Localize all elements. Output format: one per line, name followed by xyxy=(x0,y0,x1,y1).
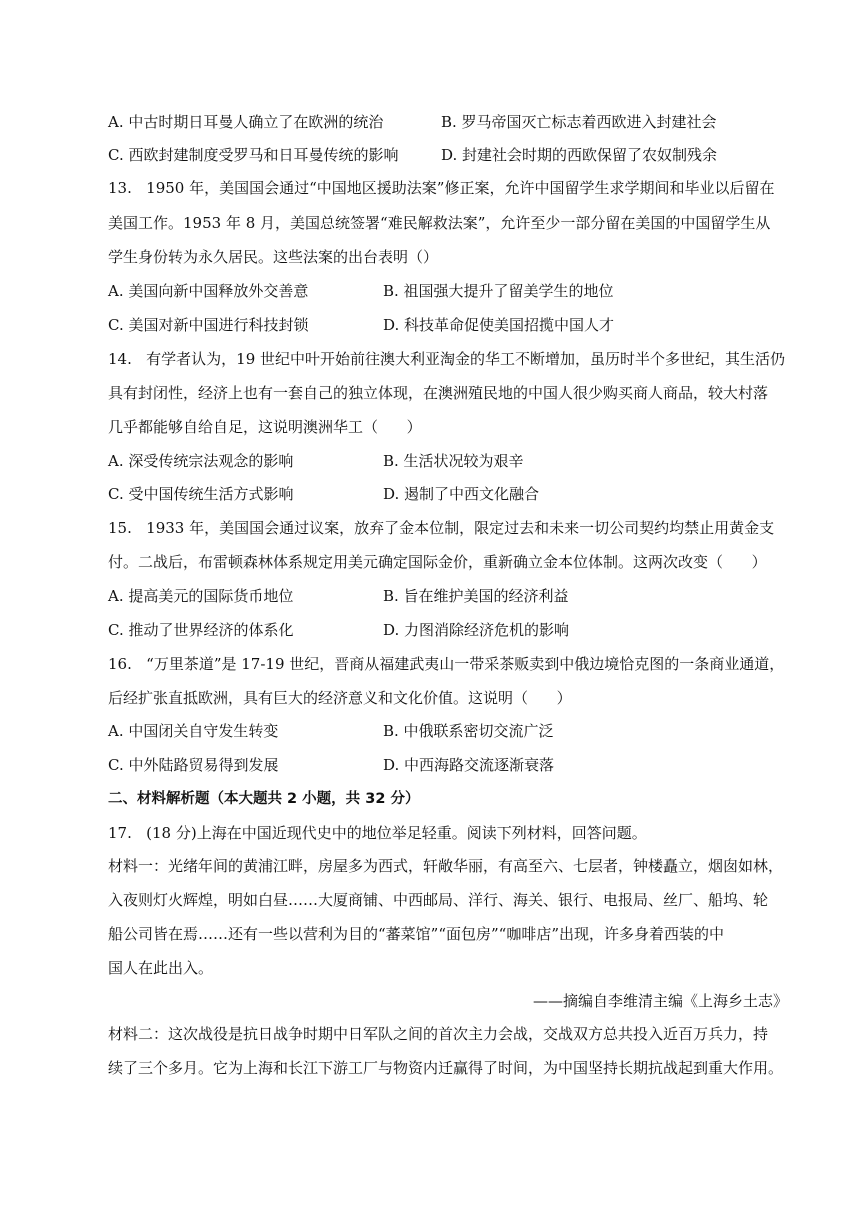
q12-option-d[interactable]: D. 封建社会时期的西欧保留了农奴制残余 xyxy=(441,146,718,164)
q16-option-c[interactable]: C. 中外陆路贸易得到发展 xyxy=(108,756,279,774)
q17-material-1-line-2: 入夜则灯火辉煌，明如白昼……大厦商铺、中西邮局、洋行、海关、银行、电报局、丝厂、船坞、轮 xyxy=(108,891,769,909)
q14-option-d[interactable]: D. 遏制了中西文化融合 xyxy=(383,485,540,503)
q15-option-d[interactable]: D. 力图消除经济危机的影响 xyxy=(383,621,570,639)
q15-option-c[interactable]: C. 推动了世界经济的体系化 xyxy=(108,621,294,639)
q14-stem-line-2: 具有封闭性，经济上也有一套自己的独立体现，在澳洲殖民地的中国人很少购买商人商品，较大村落 xyxy=(108,384,769,402)
q17-material-2-line-1: 材料二：这次战役是抗日战争时期中日军队之间的首次主力会战，交战双方总共投入近百万兵力，持 xyxy=(108,1025,769,1043)
q16-stem-line-2: 后经扩张直抵欧洲，具有巨大的经济意义和文化价值。这说明（ ） xyxy=(108,689,572,707)
q16-stem-line-1: 16. “万里茶道”是 17-19 世纪，晋商从福建武夷山一带采茶贩卖到中俄边境恰克图的一条商业通道， xyxy=(108,655,785,673)
q16-option-a[interactable]: A. 中国闭关自守发生转变 xyxy=(108,722,279,740)
q17-stem: 17. (18 分)上海在中国近现代史中的地位举足轻重。阅读下列材料，回答问题。 xyxy=(108,824,647,842)
q16-option-d[interactable]: D. 中西海路交流逐渐衰落 xyxy=(383,756,555,774)
q14-option-b[interactable]: B. 生活状况较为艰辛 xyxy=(383,452,524,470)
q15-option-a[interactable]: A. 提高美元的国际货币地位 xyxy=(108,587,294,605)
q15-option-b[interactable]: B. 旨在维护美国的经济利益 xyxy=(383,587,569,605)
section-heading: 二、材料解析题（本大题共 2 小题，共 32 分） xyxy=(108,791,420,807)
q13-stem-line-3: 学生身份转为永久居民。这些法案的出台表明（） xyxy=(108,248,439,266)
q12-option-a[interactable]: A. 中古时期日耳曼人确立了在欧洲的统治 xyxy=(108,113,384,131)
q17-material-1-line-4: 国人在此出入。 xyxy=(108,959,214,977)
q13-option-a[interactable]: A. 美国向新中国释放外交善意 xyxy=(108,282,309,300)
q14-stem-line-1: 14. 有学者认为，19 世纪中叶开始前往澳大利亚淘金的华工不断增加，虽历时半个多世纪，其生活仍 xyxy=(108,350,786,368)
q12-option-c[interactable]: C. 西欧封建制度受罗马和日耳曼传统的影响 xyxy=(108,146,399,164)
q17-material-1-line-1: 材料一：光绪年间的黄浦江畔，房屋多为西式，轩敞华丽，有高至六、七层者，钟楼矗立，烟囱如林， xyxy=(108,857,784,875)
q14-stem-line-3: 几乎都能够自给自足，这说明澳洲华工（ ） xyxy=(108,418,422,436)
q13-stem-line-2: 美国工作。1953 年 8 月，美国总统签署“难民解救法案”，允许至少一部分留在美国的中国留学生从 xyxy=(108,214,771,232)
q13-option-d[interactable]: D. 科技革命促使美国招揽中国人才 xyxy=(383,316,615,334)
q17-material-2-line-2: 续了三个多月。它为上海和长江下游工厂与物资内迁赢得了时间，为中国坚持长期抗战起到重大作用。 xyxy=(108,1059,784,1077)
q17-material-1-source: ——摘编自李维清主编《上海乡土志》 xyxy=(532,992,788,1010)
q15-stem-line-1: 15. 1933 年，美国国会通过议案，放弃了金本位制，限定过去和未来一切公司契约均禁止用黄金支 xyxy=(108,519,775,537)
q13-stem-line-1: 13. 1950 年，美国国会通过“中国地区援助法案”修正案，允许中国留学生求学期间和毕业以后留在 xyxy=(108,179,775,197)
q14-option-c[interactable]: C. 受中国传统生活方式影响 xyxy=(108,485,294,503)
q13-option-b[interactable]: B. 祖国强大提升了留美学生的地位 xyxy=(383,282,614,300)
q15-stem-line-2: 付。二战后，布雷顿森林体系规定用美元确定国际金价，重新确立金本位体制。这两次改变（ ） xyxy=(108,553,767,571)
q16-option-b[interactable]: B. 中俄联系密切交流广泛 xyxy=(383,722,554,740)
q13-option-c[interactable]: C. 美国对新中国进行科技封锁 xyxy=(108,316,309,334)
q17-material-1-line-3: 船公司皆在焉……还有一些以营利为目的“蕃菜馆”“面包房”“咖啡店”出现，许多身着西装的中 xyxy=(108,925,725,943)
q14-option-a[interactable]: A. 深受传统宗法观念的影响 xyxy=(108,452,294,470)
q12-option-b[interactable]: B. 罗马帝国灭亡标志着西欧进入封建社会 xyxy=(441,113,717,131)
